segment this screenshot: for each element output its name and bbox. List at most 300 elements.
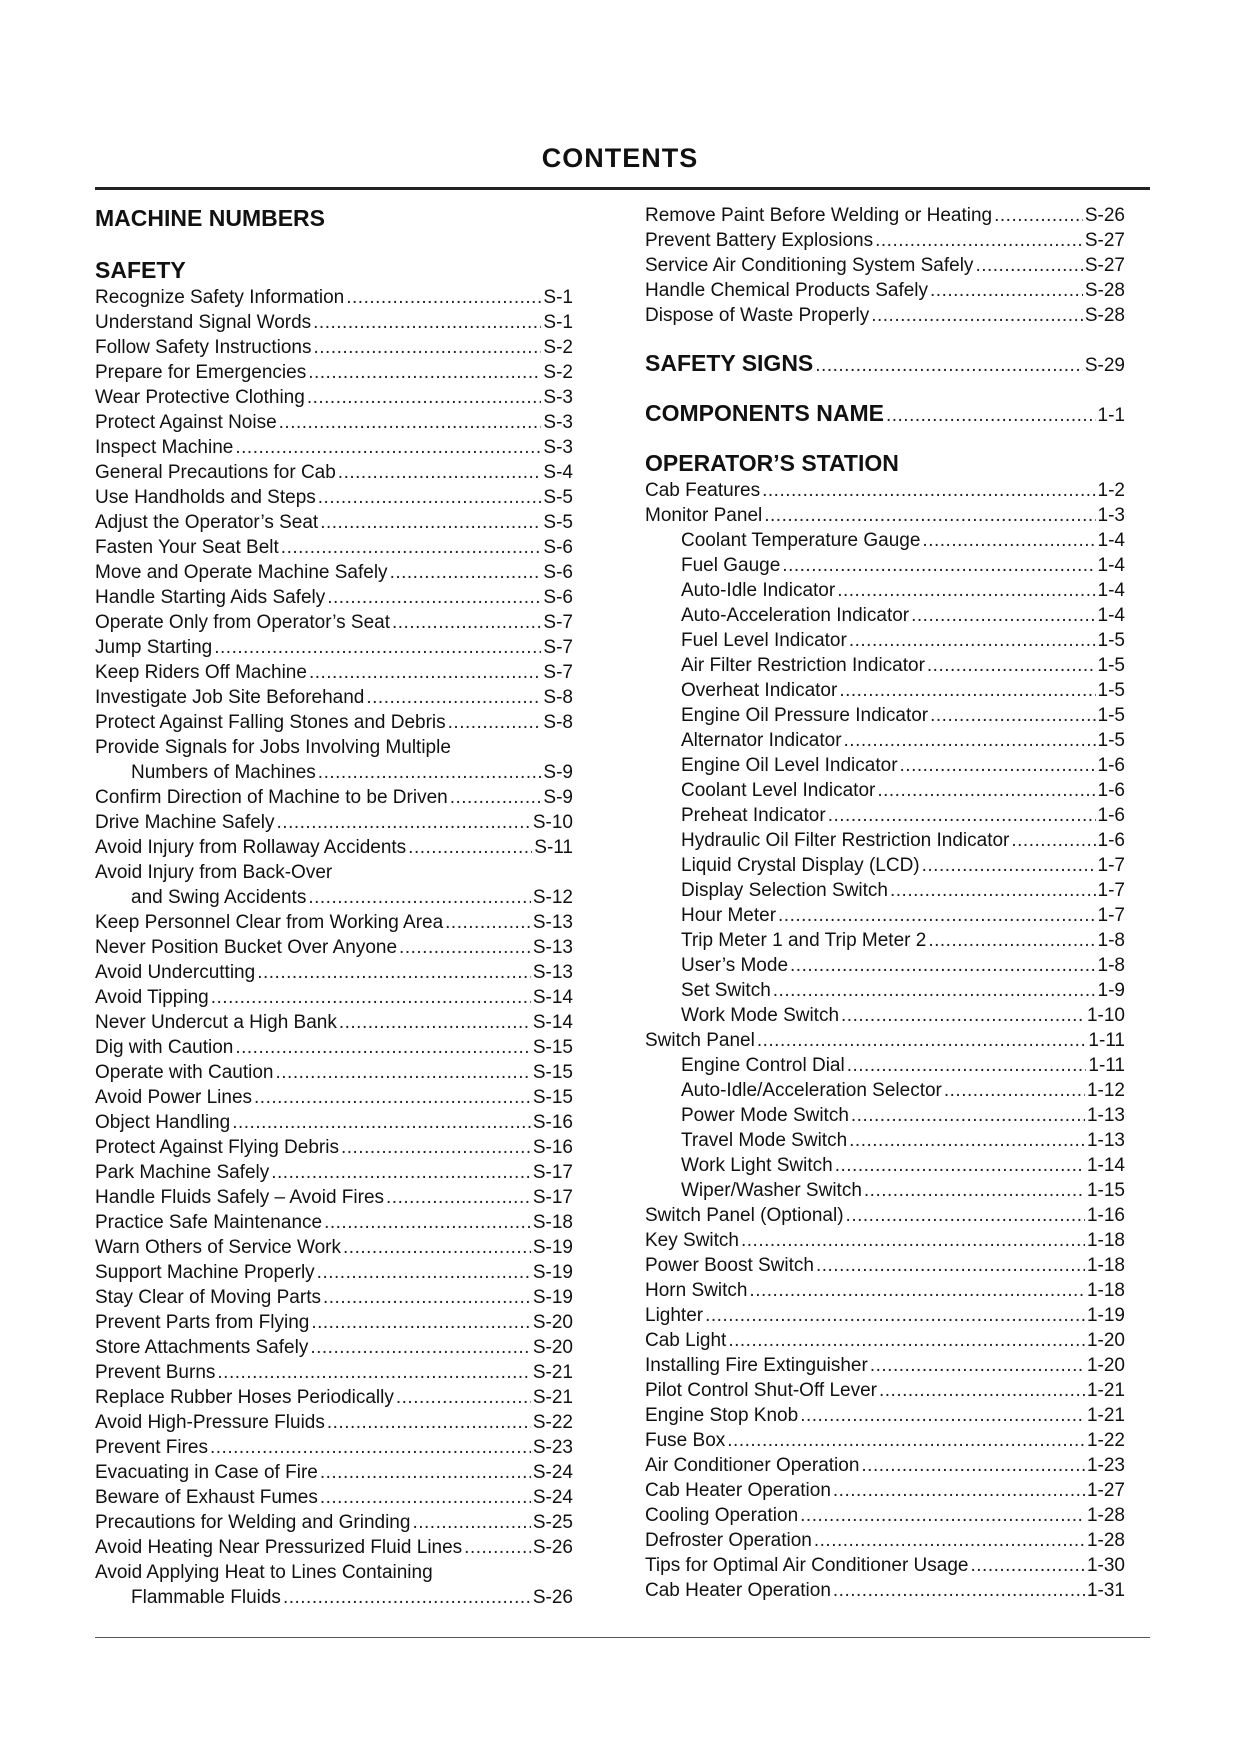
toc-entry-label: Avoid Heating Near Pressurized Fluid Lines <box>95 1537 463 1558</box>
toc-entry[interactable] <box>645 1328 1125 1353</box>
toc-entry-page: S-27 <box>1084 255 1125 276</box>
page-title: CONTENTS <box>541 143 699 173</box>
toc-entry[interactable] <box>645 578 1125 603</box>
toc-entry-page: 1-16 <box>1086 1205 1125 1226</box>
leader-dots <box>235 1035 531 1060</box>
toc-entry-label: Recognize Safety Information <box>95 287 345 308</box>
toc-entry-page: S-3 <box>543 437 573 458</box>
leader-dots <box>851 1103 1085 1128</box>
toc-entry-page: S-21 <box>532 1387 573 1408</box>
toc-entry[interactable] <box>645 1453 1125 1478</box>
toc-entry[interactable] <box>95 1135 573 1160</box>
leader-dots <box>279 410 542 435</box>
toc-entry[interactable] <box>645 1553 1125 1578</box>
leader-dots <box>814 1528 1085 1553</box>
toc-entry[interactable] <box>95 1010 573 1035</box>
section-heading-safety-signs[interactable] <box>645 348 1125 378</box>
toc-entry-label: Coolant Temperature Gauge <box>681 530 921 551</box>
toc-entry[interactable] <box>645 1353 1125 1378</box>
toc-entry-label: Operate Only from Operator’s Seat <box>95 612 390 633</box>
toc-entry-page: S-14 <box>532 1012 573 1033</box>
toc-entry-page: S-28 <box>1084 305 1125 326</box>
toc-entry[interactable] <box>95 335 573 360</box>
leader-dots <box>930 278 1083 303</box>
toc-entry[interactable] <box>95 660 573 685</box>
toc-entry[interactable] <box>645 1503 1125 1528</box>
toc-entry[interactable] <box>95 735 573 760</box>
toc-entry-label: Key Switch <box>645 1230 739 1251</box>
toc-entry-page: S-2 <box>543 362 573 383</box>
toc-entry[interactable] <box>95 835 573 860</box>
toc-entry-page: S-19 <box>532 1237 573 1258</box>
toc-entry-page: 1-31 <box>1086 1580 1125 1601</box>
toc-entry[interactable] <box>95 710 573 735</box>
toc-entry[interactable] <box>95 1035 573 1060</box>
leader-dots <box>849 1128 1085 1153</box>
toc-entry[interactable] <box>95 610 573 635</box>
toc-entry-label: Engine Stop Knob <box>645 1405 799 1426</box>
leader-dots <box>928 928 1095 953</box>
leader-dots <box>778 903 1096 928</box>
toc-entry[interactable] <box>95 860 573 885</box>
leader-dots <box>890 878 1096 903</box>
toc-entry-page: S-6 <box>543 587 573 608</box>
toc-entry-page: S-1 <box>543 287 573 308</box>
leader-dots <box>790 953 1096 978</box>
toc-entry-page: S-2 <box>543 337 573 358</box>
leader-dots <box>327 1410 531 1435</box>
leader-dots <box>911 603 1095 628</box>
toc-entry[interactable] <box>645 653 1125 678</box>
toc-entry[interactable] <box>645 1128 1125 1153</box>
leader-dots <box>749 1278 1085 1303</box>
toc-entry[interactable] <box>95 885 573 910</box>
toc-entry[interactable] <box>95 810 573 835</box>
toc-entry-label: User’s Mode <box>681 955 789 976</box>
toc-entry-page: S-25 <box>532 1512 573 1533</box>
toc-entry-label: Prevent Fires <box>95 1437 208 1458</box>
toc-entry[interactable] <box>95 1210 573 1235</box>
leader-dots <box>728 1328 1085 1353</box>
toc-entry[interactable] <box>645 828 1125 853</box>
leader-dots <box>445 910 531 935</box>
toc-entry-page: 1-5 <box>1097 655 1125 676</box>
toc-entry-page: S-6 <box>543 537 573 558</box>
toc-entry-label: Engine Oil Pressure Indicator <box>681 705 929 726</box>
toc-entry-page: S-20 <box>532 1312 573 1333</box>
toc-entry[interactable] <box>645 953 1125 978</box>
toc-entry[interactable] <box>645 778 1125 803</box>
toc-entry-page: 1-9 <box>1097 980 1125 1001</box>
leader-dots <box>448 710 542 735</box>
toc-entry[interactable] <box>95 485 573 510</box>
leader-dots <box>800 1503 1085 1528</box>
toc-entry[interactable] <box>95 910 573 935</box>
toc-entry-label: Overheat Indicator <box>681 680 838 701</box>
toc-entry-page: S-13 <box>532 912 573 933</box>
toc-entry[interactable] <box>645 1153 1125 1178</box>
toc-entry-label: Engine Control Dial <box>681 1055 845 1076</box>
toc-entry-page: S-4 <box>543 462 573 483</box>
leader-dots <box>877 778 1095 803</box>
toc-entry-label: Fuse Box <box>645 1430 726 1451</box>
toc-entry-label: Coolant Level Indicator <box>681 780 876 801</box>
toc-entry[interactable] <box>645 928 1125 953</box>
leader-dots <box>327 585 541 610</box>
toc-entry-page: 1-4 <box>1097 580 1125 601</box>
toc-entry[interactable] <box>645 603 1125 628</box>
toc-entry[interactable] <box>95 1385 573 1410</box>
leader-dots <box>970 1553 1084 1578</box>
toc-entry-page: 1-6 <box>1097 780 1125 801</box>
toc-entry-label: Avoid Tipping <box>95 987 209 1008</box>
toc-entry-page: 1-27 <box>1086 1480 1125 1501</box>
toc-entry[interactable] <box>95 1160 573 1185</box>
toc-entry[interactable] <box>645 1178 1125 1203</box>
toc-entry[interactable] <box>645 878 1125 903</box>
operators-station-entry-list <box>645 478 1125 1603</box>
toc-entry[interactable] <box>645 1203 1125 1228</box>
toc-entry-page: S-18 <box>532 1212 573 1233</box>
toc-entry-label: Avoid Injury from Rollaway Accidents <box>95 837 407 858</box>
toc-entry[interactable] <box>95 1535 573 1560</box>
toc-entry[interactable] <box>95 985 573 1010</box>
toc-entry[interactable] <box>95 785 573 810</box>
toc-entry-page: 1-6 <box>1097 805 1125 826</box>
leader-dots <box>1011 828 1095 853</box>
toc-entry-label: Installing Fire Extinguisher <box>645 1355 868 1376</box>
toc-entry[interactable] <box>95 410 573 435</box>
leader-dots <box>399 935 531 960</box>
toc-entry[interactable] <box>95 560 573 585</box>
toc-entry[interactable] <box>645 228 1125 253</box>
toc-entry-label: Prepare for Emergencies <box>95 362 307 383</box>
toc-entry[interactable] <box>95 1285 573 1310</box>
toc-entry-page: 1-5 <box>1097 730 1125 751</box>
safety-entry-list <box>95 285 573 1610</box>
toc-entry-label: Monitor Panel <box>645 505 763 526</box>
leader-dots <box>879 1378 1085 1403</box>
toc-entry[interactable] <box>95 1585 573 1610</box>
toc-entry[interactable] <box>645 1103 1125 1128</box>
leader-dots <box>927 653 1096 678</box>
toc-entry[interactable] <box>645 1303 1125 1328</box>
toc-entry-page: 1-21 <box>1086 1405 1125 1426</box>
toc-entry[interactable] <box>95 1335 573 1360</box>
leader-dots <box>833 1578 1085 1603</box>
toc-entry[interactable] <box>645 553 1125 578</box>
toc-entry[interactable] <box>645 728 1125 753</box>
toc-entry[interactable] <box>645 1028 1125 1053</box>
toc-entry-page: S-26 <box>532 1537 573 1558</box>
toc-entry[interactable] <box>645 1403 1125 1428</box>
toc-entry-label: Lighter <box>645 1305 704 1326</box>
leader-dots <box>214 635 541 660</box>
toc-entry[interactable] <box>95 585 573 610</box>
toc-entry[interactable] <box>95 960 573 985</box>
toc-entry[interactable] <box>645 203 1125 228</box>
leader-dots <box>835 1153 1085 1178</box>
leader-dots <box>871 303 1083 328</box>
toc-entry-label: Cooling Operation <box>645 1505 799 1526</box>
toc-entry-page: 1-28 <box>1086 1530 1125 1551</box>
toc-entry[interactable] <box>645 528 1125 553</box>
toc-entry[interactable] <box>645 978 1125 1003</box>
toc-entry[interactable] <box>645 1053 1125 1078</box>
toc-entry-page: S-16 <box>532 1112 573 1133</box>
toc-entry-label: Travel Mode Switch <box>681 1130 848 1151</box>
toc-entry[interactable] <box>95 310 573 335</box>
toc-entry-label: Wiper/Washer Switch <box>681 1180 862 1201</box>
toc-entry-page: 1-11 <box>1088 1055 1125 1076</box>
toc-entry[interactable] <box>645 1478 1125 1503</box>
toc-entry-label: Avoid Undercutting <box>95 962 256 983</box>
toc-entry-page: S-7 <box>543 662 573 683</box>
leader-dots <box>764 503 1095 528</box>
leader-dots <box>849 628 1096 653</box>
toc-entry[interactable] <box>645 1428 1125 1453</box>
toc-entry-page: S-3 <box>543 412 573 433</box>
toc-entry[interactable] <box>645 678 1125 703</box>
toc-entry-page: S-8 <box>543 712 573 733</box>
toc-entry-page: S-8 <box>543 687 573 708</box>
toc-entry[interactable] <box>645 253 1125 278</box>
toc-entry[interactable] <box>645 1078 1125 1103</box>
toc-entry-page: S-1 <box>543 312 573 333</box>
leader-dots <box>339 1010 531 1035</box>
toc-entry-label: Handle Starting Aids Safely <box>95 587 326 608</box>
toc-entry-label: Alternator Indicator <box>681 730 842 751</box>
bottom-rule <box>95 1637 1150 1638</box>
leader-dots <box>310 1335 531 1360</box>
toc-entry-page: 1-21 <box>1086 1380 1125 1401</box>
leader-dots <box>318 760 542 785</box>
toc-entry-label: Provide Signals for Jobs Involving Multiple <box>95 737 451 758</box>
toc-entry-page: 1-14 <box>1086 1155 1125 1176</box>
toc-entry[interactable] <box>95 435 573 460</box>
toc-entry-label: Never Undercut a High Bank <box>95 1012 337 1033</box>
toc-entry-label: Service Air Conditioning System Safely <box>645 255 974 276</box>
toc-entry[interactable] <box>95 1485 573 1510</box>
toc-entry-page: S-9 <box>543 787 573 808</box>
toc-entry[interactable] <box>95 635 573 660</box>
leader-dots <box>782 553 1095 578</box>
leader-dots <box>833 1478 1085 1503</box>
safety-signs-label: SAFETY SIGNS <box>645 350 814 376</box>
toc-entry[interactable] <box>95 1085 573 1110</box>
toc-entry-page: 1-13 <box>1086 1130 1125 1151</box>
leader-dots <box>317 1260 531 1285</box>
toc-entry[interactable] <box>95 685 573 710</box>
toc-entry[interactable] <box>95 935 573 960</box>
leader-dots <box>875 228 1083 253</box>
toc-entry-page: 1-8 <box>1097 930 1125 951</box>
toc-entry-page: S-15 <box>532 1062 573 1083</box>
toc-entry[interactable] <box>645 803 1125 828</box>
toc-entry-label: Power Boost Switch <box>645 1255 814 1276</box>
toc-entry-page: S-26 <box>1084 205 1125 226</box>
toc-entry-label: and Swing Accidents <box>131 887 307 908</box>
toc-entry[interactable] <box>645 1228 1125 1253</box>
toc-entry[interactable] <box>95 760 573 785</box>
toc-entry[interactable] <box>645 1578 1125 1603</box>
toc-entry-page: 1-5 <box>1097 705 1125 726</box>
toc-entry-page: S-6 <box>543 562 573 583</box>
toc-entry-label: Move and Operate Machine Safely <box>95 562 388 583</box>
toc-entry-page: S-7 <box>543 637 573 658</box>
toc-entry[interactable] <box>95 360 573 385</box>
toc-entry[interactable] <box>95 1110 573 1135</box>
toc-entry-label: Protect Against Noise <box>95 412 277 433</box>
toc-entry-page: 1-8 <box>1097 955 1125 976</box>
toc-entry-label: Never Position Bucket Over Anyone <box>95 937 398 958</box>
toc-entry-label: Dig with Caution <box>95 1037 234 1058</box>
toc-entry-page: S-26 <box>532 1587 573 1608</box>
leader-dots <box>828 803 1096 828</box>
toc-entry-label: Fasten Your Seat Belt <box>95 537 279 558</box>
toc-entry[interactable] <box>645 703 1125 728</box>
leader-dots <box>343 1235 531 1260</box>
toc-entry-label: Object Handling <box>95 1112 231 1133</box>
leader-dots <box>975 253 1082 278</box>
leader-dots <box>930 703 1095 728</box>
toc-entry-page: S-20 <box>532 1337 573 1358</box>
toc-entry[interactable] <box>645 1528 1125 1553</box>
toc-entry[interactable] <box>645 628 1125 653</box>
toc-entry[interactable] <box>95 1360 573 1385</box>
section-heading-machine-numbers[interactable]: MACHINE NUMBERS <box>95 205 325 231</box>
toc-entry-page: S-3 <box>543 387 573 408</box>
leader-dots <box>217 1360 530 1385</box>
toc-entry[interactable] <box>95 1310 573 1335</box>
toc-entry[interactable] <box>645 1003 1125 1028</box>
toc-entry-page: S-15 <box>532 1087 573 1108</box>
toc-entry-label: Hour Meter <box>681 905 777 926</box>
toc-entry[interactable] <box>645 1253 1125 1278</box>
toc-entry[interactable] <box>95 460 573 485</box>
toc-entry-label: Cab Light <box>645 1330 727 1351</box>
toc-entry[interactable] <box>95 1185 573 1210</box>
leader-dots <box>324 1210 531 1235</box>
toc-entry-label: Warn Others of Service Work <box>95 1237 342 1258</box>
toc-entry[interactable] <box>645 853 1125 878</box>
toc-entry[interactable] <box>95 1510 573 1535</box>
section-heading-components-name[interactable] <box>645 398 1125 428</box>
leader-dots <box>323 1285 531 1310</box>
toc-entry[interactable] <box>645 478 1125 503</box>
leader-dots <box>464 1535 531 1560</box>
leader-dots <box>320 1485 531 1510</box>
leader-dots <box>816 1253 1085 1278</box>
toc-entry-page: 1-28 <box>1086 1505 1125 1526</box>
leader-dots <box>392 610 541 635</box>
leader-dots <box>211 985 531 1010</box>
toc-entry-page: 1-10 <box>1086 1005 1125 1026</box>
toc-entry[interactable] <box>95 1260 573 1285</box>
toc-entry-label: Wear Protective Clothing <box>95 387 305 408</box>
toc-entry-label: Auto-Acceleration Indicator <box>681 605 910 626</box>
toc-entry-page: 1-4 <box>1097 530 1125 551</box>
leader-dots <box>705 1303 1085 1328</box>
toc-entry[interactable] <box>95 535 573 560</box>
toc-entry-label: Remove Paint Before Welding or Heating <box>645 205 993 226</box>
toc-entry[interactable] <box>645 303 1125 328</box>
section-heading-safety[interactable]: SAFETY <box>95 257 186 283</box>
toc-entry[interactable] <box>95 1560 573 1585</box>
toc-entry-page: 1-6 <box>1097 755 1125 776</box>
toc-entry-label: Protect Against Falling Stones and Debris <box>95 712 446 733</box>
toc-entry-page: S-24 <box>532 1462 573 1483</box>
toc-entry[interactable] <box>645 1378 1125 1403</box>
toc-entry[interactable] <box>95 1235 573 1260</box>
toc-entry-page: S-13 <box>532 962 573 983</box>
leader-dots <box>412 1510 530 1535</box>
toc-entry-label: Handle Chemical Products Safely <box>645 280 929 301</box>
toc-entry[interactable] <box>95 1460 573 1485</box>
toc-entry[interactable] <box>95 1435 573 1460</box>
toc-entry-page: S-17 <box>532 1187 573 1208</box>
toc-entry-page: S-11 <box>534 837 573 858</box>
toc-entry[interactable] <box>645 503 1125 528</box>
leader-dots <box>307 385 542 410</box>
leader-dots <box>886 401 1096 431</box>
toc-entry-page: S-14 <box>532 987 573 1008</box>
leader-dots <box>254 1085 531 1110</box>
toc-entry[interactable] <box>645 903 1125 928</box>
leader-dots <box>277 810 531 835</box>
toc-entry-page: 1-7 <box>1097 905 1125 926</box>
toc-entry[interactable] <box>645 753 1125 778</box>
toc-entry-label: Precautions for Welding and Grinding <box>95 1512 411 1533</box>
toc-entry-label: Use Handholds and Steps <box>95 487 316 508</box>
leader-dots <box>900 753 1096 778</box>
toc-entry[interactable] <box>95 285 573 310</box>
toc-entry-page: S-17 <box>532 1162 573 1183</box>
toc-entry[interactable] <box>645 278 1125 303</box>
toc-entry-label: Engine Oil Level Indicator <box>681 755 898 776</box>
toc-entry-page: S-15 <box>532 1037 573 1058</box>
toc-entry-label: Confirm Direction of Machine to be Driven <box>95 787 448 808</box>
toc-entry-page: 1-2 <box>1097 480 1125 501</box>
left-column <box>95 203 573 1610</box>
toc-entry-page: 1-13 <box>1086 1105 1125 1126</box>
leader-dots <box>922 528 1095 553</box>
toc-entry-label: Auto-Idle/Acceleration Selector <box>681 1080 942 1101</box>
leader-dots <box>800 1403 1085 1428</box>
toc-entry[interactable] <box>95 385 573 410</box>
leader-dots <box>318 485 542 510</box>
leader-dots <box>870 1353 1085 1378</box>
toc-entry-label: Drive Machine Safely <box>95 812 275 833</box>
section-heading-operators-station[interactable]: OPERATOR’S STATION <box>645 450 899 476</box>
toc-entry-label: General Precautions for Cab <box>95 462 336 483</box>
toc-entry-page: S-24 <box>532 1487 573 1508</box>
title-rule <box>95 187 1150 190</box>
toc-entry[interactable] <box>95 1060 573 1085</box>
leader-dots <box>320 1460 531 1485</box>
toc-entry[interactable] <box>95 510 573 535</box>
toc-entry-label: Liquid Crystal Display (LCD) <box>681 855 920 876</box>
toc-entry-page: S-27 <box>1084 230 1125 251</box>
toc-entry-label: Avoid Injury from Back-Over <box>95 862 333 883</box>
toc-entry[interactable] <box>645 1278 1125 1303</box>
toc-entry-label: Keep Riders Off Machine <box>95 662 307 683</box>
toc-entry-page: 1-7 <box>1097 855 1125 876</box>
toc-entry[interactable] <box>95 1410 573 1435</box>
toc-entry-label: Understand Signal Words <box>95 312 312 333</box>
toc-entry-page: S-5 <box>543 487 573 508</box>
leader-dots <box>341 1135 531 1160</box>
